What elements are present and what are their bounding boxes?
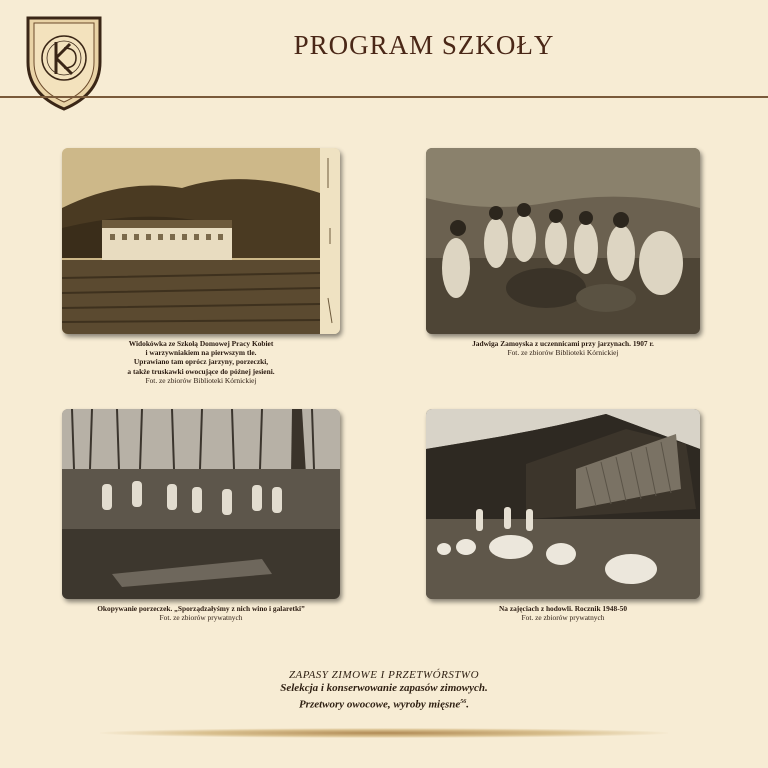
footnote-marker: 56 <box>460 699 467 705</box>
caption-source: Fot. ze zbiorów Biblioteki Kórnickiej <box>507 348 619 358</box>
caption-source: Fot. ze zbiorów prywatnych <box>159 613 243 623</box>
caption-line: Jadwiga Zamoyska z uczennicami przy jarzynach. 1907 r. <box>472 339 654 348</box>
section-line-2-text: Przetwory owocowe, wyroby mięsne <box>298 698 461 711</box>
photo-caption-3 <box>62 604 340 622</box>
photo-caption-4 <box>426 604 700 622</box>
section-line-1: Selekcja i konserwowanie zapasów zimowych. <box>280 682 488 694</box>
section-line-2: Przetwory owocowe, wyroby mięsne$^{56}$. <box>298 698 470 711</box>
caption-source: Fot. ze zbiorów Biblioteki Kórnickiej <box>145 375 257 385</box>
section-heading: ZAPASY ZIMOWE I PRZETWÓRSTWO <box>288 669 480 681</box>
photo-postcard-school <box>62 148 340 334</box>
caption-line: a także truskawki owocujące do późnej jesieni. <box>127 366 275 376</box>
caption-line: Okopywanie porzeczek. „Sporządzałyśmy z nich wino i galaretki” <box>97 604 305 613</box>
photo-caption-1 <box>62 339 340 385</box>
section-summary <box>0 669 768 712</box>
photo-currant-digging <box>62 409 340 599</box>
caption-line: i warzywniakiem na pierwszym tle. <box>145 348 257 358</box>
photo-animal-husbandry <box>426 409 700 599</box>
caption-line: Na zajęciach z hodowli. Rocznik 1948-50 <box>498 604 628 613</box>
caption-line: Uprawiano tam oprócz jarzyny, porzeczki, <box>133 357 269 367</box>
page-title: PROGRAM SZKOŁY <box>293 30 555 60</box>
caption-line: Widokówka ze Szkołą Domowej Pracy Kobiet <box>128 339 274 348</box>
caption-source: Fot. ze zbiorów prywatnych <box>521 613 605 623</box>
photo-zamoyska-students <box>426 148 700 334</box>
decorative-gold-band <box>100 728 668 738</box>
header-divider <box>0 96 768 98</box>
photo-caption-2 <box>426 339 700 357</box>
